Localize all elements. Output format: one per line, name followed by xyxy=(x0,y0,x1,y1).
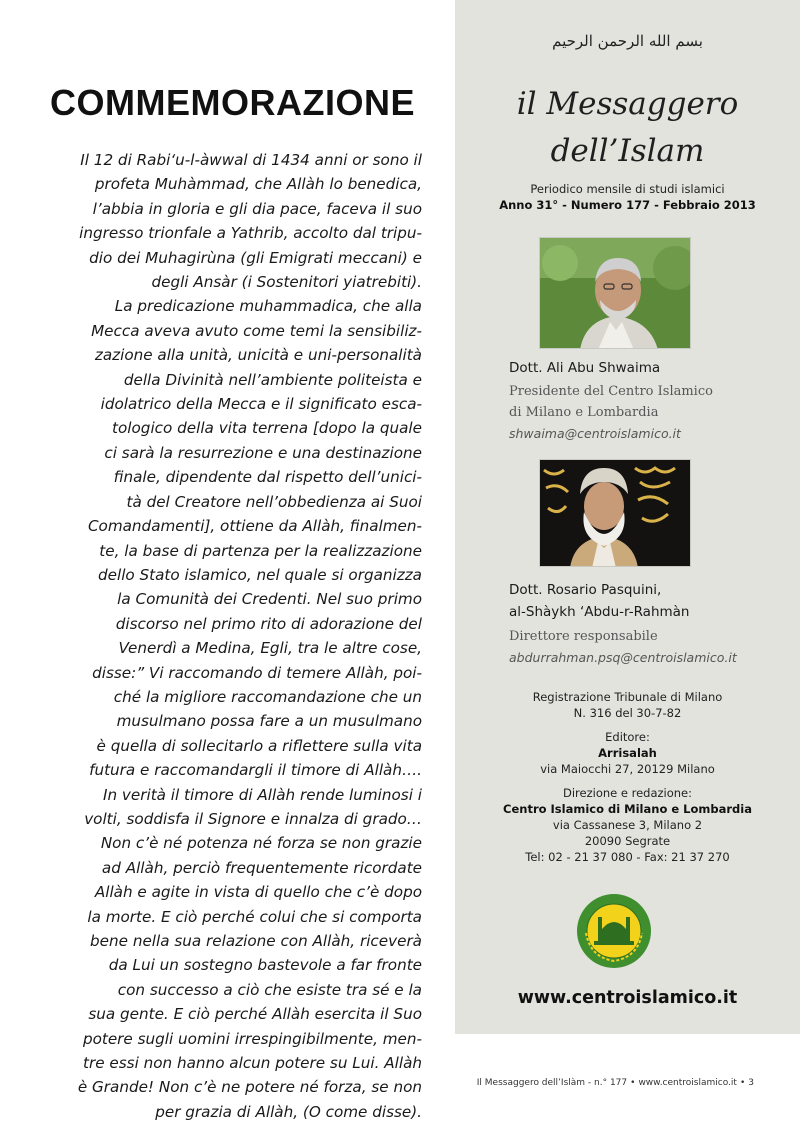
article-line: disse:” Vi raccomando di temere Allàh, poi- xyxy=(92,663,422,682)
article-line: è quella di sollecitarlo a riflettere sulla vita xyxy=(96,736,422,755)
article-line: In verità il timore di Allàh rende luminosi i xyxy=(102,785,422,804)
article-line: per grazia di Allàh, (O come disse). xyxy=(155,1102,422,1121)
article-line: Venerdì a Medina, Egli, tra le altre cose, xyxy=(118,639,422,658)
article-line: ché la migliore raccomandazione che un xyxy=(113,687,422,706)
page-footer xyxy=(477,1078,754,1088)
article-line: idolatrico della Mecca e il significato esca- xyxy=(100,395,422,414)
editorial-phone: Tel: 02 - 21 37 080 - Fax: 21 37 270 xyxy=(525,850,730,864)
person-name-rosario-pasquini: Dott. Rosario Pasquini, xyxy=(509,582,662,598)
article-line: sua gente. E ciò perché Allàh esercita il Suo xyxy=(88,1005,422,1024)
footer-separator: • xyxy=(630,1078,636,1088)
article-line: futura e raccomandargli il timore di Allàh…. xyxy=(89,761,422,780)
article-line: da Lui un sostegno bastevole a far fronte xyxy=(108,956,422,975)
publisher-name: Arrisalah xyxy=(598,746,657,760)
registration-line: Registrazione Tribunale di Milano xyxy=(532,690,723,704)
masthead-sidebar xyxy=(455,0,800,1034)
article-line: ad Allàh, perciò frequentemente ricordate xyxy=(101,858,422,877)
article-line: musulmano possa fare a un musulmano xyxy=(116,712,422,731)
article-line: Allàh e agite in vista di quello che c’è dopo xyxy=(94,883,422,902)
publisher-address: via Maiocchi 27, 20129 Milano xyxy=(540,762,715,776)
article-line: volti, soddisfa il Signore e innalza di grado… xyxy=(84,809,422,828)
article-line: Mecca aveva avuto come temi la sensibiliz- xyxy=(91,321,422,340)
article-line: con successo a ciò che esiste tra sé e la xyxy=(117,980,422,999)
article-line: bene nella sua relazione con Allàh, riceverà xyxy=(90,932,422,950)
article-line: della Divinità nell’ambiente politeista e xyxy=(123,370,422,389)
article-line: finale, dipendente dal rispetto dell’unici- xyxy=(113,468,422,487)
article-line: dello Stato islamico, nel quale si organizza xyxy=(97,565,422,584)
article-line: la morte. E ciò perché colui che si comporta xyxy=(87,907,422,926)
article-line: La predicazione muhammadica, che alla xyxy=(114,297,422,316)
editorial-name: Centro Islamico di Milano e Lombardia xyxy=(503,802,752,816)
article-line: profeta Muhàmmad, che Allàh lo benedica, xyxy=(94,175,422,194)
person-email-link[interactable]: abdurrahman.psq@centroislamico.it xyxy=(509,650,737,665)
article-line: l’abbia in gloria e gli dia pace, faceva il suo xyxy=(92,199,422,218)
publisher-label: Editore: xyxy=(605,730,650,744)
article-line: potere sugli uomini irrespingibilmente, men- xyxy=(82,1029,422,1048)
portrait-image xyxy=(540,460,691,567)
portrait-photo-ali-abu-shwaima xyxy=(539,237,691,349)
person-role-line: di Milano e Lombardia xyxy=(509,405,659,420)
masthead-subtitle: Periodico mensile di studi islamici xyxy=(530,182,725,196)
article-line: la Comunità dei Credenti. Nel suo primo xyxy=(117,590,422,609)
footer-separator: • xyxy=(739,1078,746,1088)
person-title-shaykh: al-Shàykh ‘Abdu-r-Rahmàn xyxy=(509,604,690,620)
page-number: 3 xyxy=(748,1078,754,1088)
article-line: tà del Creatore nell’obbedienza ai Suoi xyxy=(126,492,422,511)
article-line: Comandamenti], ottiene da Allàh, finalmen- xyxy=(87,517,422,536)
article-line: Il 12 di Rabi‘u-l-àwwal di 1434 anni or sono il xyxy=(80,151,422,169)
article-body xyxy=(40,148,422,1124)
article-line: te, la base di partenza per la realizzazione xyxy=(99,541,422,560)
article-line: ci sarà la resurrezione e una destinazione xyxy=(104,443,422,462)
masthead-title-line2: dell’Islam xyxy=(550,133,705,169)
mosque-logo-icon xyxy=(576,893,652,969)
editorial-label: Direzione e redazione: xyxy=(562,786,693,800)
basmala-calligraphy: بسم الله الرحمن الرحيم xyxy=(552,32,703,50)
article-line: è Grande! Non c’è ne potere né forza, se non xyxy=(77,1078,422,1097)
article-line: dio dei Muhagirùna (gli Emigrati meccani) e xyxy=(89,248,422,267)
article-line: zazione alla unità, unicità e uni-personalità xyxy=(94,346,422,365)
portrait-photo-rosario-pasquini xyxy=(539,459,691,567)
website-link[interactable]: www.centroislamico.it xyxy=(517,988,738,1008)
article-line: ingresso trionfale a Yathrib, accolto dal tripu- xyxy=(79,224,422,243)
registration-number: N. 316 del 30-7-82 xyxy=(573,706,682,720)
article-line: degli Ansàr (i Sostenitori yiatrebiti). xyxy=(151,273,422,292)
article-title: COMMEMORAZIONE xyxy=(50,82,415,123)
article-line: tologico della vita terrena [dopo la quale xyxy=(112,419,422,438)
editorial-address: via Cassanese 3, Milano 2 xyxy=(552,818,703,832)
article-line: Non c’è né potenza né forza se non grazie xyxy=(100,834,422,853)
footer-site[interactable]: www.centroislamico.it xyxy=(638,1078,737,1088)
person-name-ali-abu-shwaima: Dott. Ali Abu Shwaima xyxy=(509,360,661,376)
person-role-line: Direttore responsabile xyxy=(509,629,658,644)
person-role-line: Presidente del Centro Islamico xyxy=(509,384,713,399)
masthead-title-line1: il Messaggero xyxy=(516,86,739,122)
person-email-link[interactable]: shwaima@centroislamico.it xyxy=(509,426,681,441)
article-line: discorso nel primo rito di adorazione del xyxy=(115,614,422,633)
centro-islamico-logo xyxy=(576,893,652,969)
editorial-postcode: 20090 Segrate xyxy=(584,834,671,848)
footer-publication: Il Messaggero dell’Islàm - n.° 177 xyxy=(476,1078,628,1088)
issue-info: Anno 31° - Numero 177 - Febbraio 2013 xyxy=(499,198,756,212)
portrait-image xyxy=(540,238,691,349)
article-line: tre essi non hanno alcun potere su Lui. Allàh xyxy=(83,1054,422,1073)
